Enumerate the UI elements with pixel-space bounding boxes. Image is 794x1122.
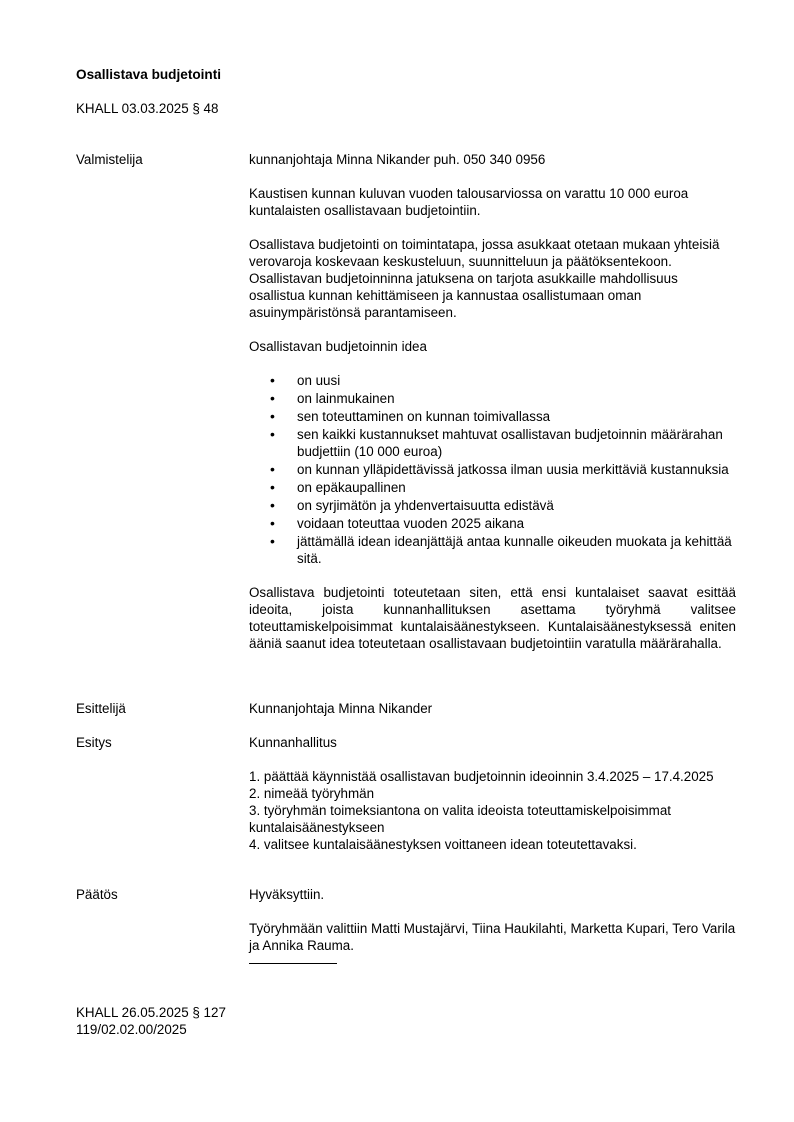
decision-text: Hyväksyttiin.	[249, 887, 325, 902]
label-valmistelija: Valmistelija	[76, 152, 143, 167]
document-title: Osallistava budjetointi	[76, 67, 222, 82]
list-item-text: voidaan toteuttaa vuoden 2025 aikana	[297, 516, 525, 531]
footer-meeting-reference: KHALL 26.05.2025 § 127	[76, 1005, 226, 1020]
esitys-content	[249, 734, 736, 853]
bullet-icon: •	[270, 372, 275, 388]
list-item-text: sen toteuttaminen on kunnan toimivallassa	[297, 409, 551, 424]
ideas-list	[249, 372, 736, 567]
bullet-icon: •	[270, 426, 275, 442]
proposal-item: 2. nimeää työryhmän	[249, 786, 375, 801]
esittelija-text: Kunnanjohtaja Minna Nikander	[249, 701, 433, 716]
list-item	[249, 408, 736, 425]
proposal-intro: Kunnanhallitus	[249, 735, 337, 750]
footer-record-number: 119/02.02.00/2025	[76, 1022, 187, 1037]
proposal-item: 4. valitsee kuntalaisäänestyksen voittaneen idean toteutettavaksi.	[249, 837, 637, 852]
meeting-reference: KHALL 03.03.2025 § 48	[76, 101, 219, 116]
list-item-text: sen kaikki kustannukset mahtuvat osallistavan budjetoinnin määrärahan budjettiin (10 000 euroa)	[297, 427, 723, 459]
list-item-text: on syrjimätön ja yhdenvertaisuutta edistävä	[297, 498, 554, 513]
list-item-text: jättämällä idean ideanjättäjä antaa kunnalle oikeuden muokata ja kehittää sitä.	[297, 534, 732, 566]
paatos-content	[249, 886, 736, 964]
process-paragraph: Osallistava budjetointi toteutetaan siten, että ensi kuntalaiset saavat esittää ideoita, joista kunnanhallituksen asettama työryhmä valitsee toteuttamiskelpoisimmat kuntalaisäänestykseen. Kuntalaisäänestyksessä eniten ääniä saanut idea toteutetaan osallistavaan budjetointiin varatulla määrärahalla.	[249, 585, 736, 651]
budget-paragraph: Kaustisen kunnan kuluvan vuoden talousarviossa on varattu 10 000 euroa kuntalaisten osallistavaan budjetointiin.	[249, 186, 689, 218]
list-item	[249, 390, 736, 407]
proposal-list	[249, 768, 736, 853]
bullet-icon: •	[270, 533, 275, 549]
list-item	[249, 533, 736, 567]
list-item	[249, 515, 736, 532]
footer-references	[76, 1004, 226, 1038]
definition-paragraph: Osallistava budjetointi on toimintatapa, jossa asukkaat otetaan mukaan yhteisiä verovaroja koskevaan keskusteluun, suunnitteluun ja päätöksentekoon. Osallistavan budjetoinninna jatuksena on tarjota asukkaille mahdollisuus osallistua kunnan kehittämiseen ja kannustaa osallistumaan oman asuinympäristönsä parantamiseen.	[249, 237, 720, 320]
proposal-item: 1. päättää käynnistää osallistavan budjetoinnin ideoinnin 3.4.2025 – 17.4.2025	[249, 769, 714, 784]
ideas-heading: Osallistavan budjetoinnin idea	[249, 339, 427, 354]
list-item-text: on lainmukainen	[297, 391, 395, 406]
list-item-text: on epäkaupallinen	[297, 480, 406, 495]
list-item	[249, 497, 736, 514]
bullet-icon: •	[270, 461, 275, 477]
valmistelija-content	[249, 151, 736, 669]
bullet-icon: •	[270, 515, 275, 531]
list-item	[249, 426, 736, 460]
list-item	[249, 479, 736, 496]
bullet-icon: •	[270, 408, 275, 424]
label-esittelija: Esittelijä	[76, 701, 126, 716]
list-item-text: on kunnan ylläpidettävissä jatkossa ilman uusia merkittäviä kustannuksia	[297, 462, 729, 477]
bullet-icon: •	[270, 479, 275, 495]
list-item-text: on uusi	[297, 373, 341, 388]
list-item	[249, 461, 736, 478]
label-esitys: Esitys	[76, 735, 112, 750]
working-group-text: Työryhmään valittiin Matti Mustajärvi, Tiina Haukilahti, Marketta Kupari, Tero Varila ja Annika Rauma.	[249, 921, 736, 953]
proposal-item: 3. työryhmän toimeksiantona on valita ideoista toteuttamiskelpoisimmat kuntalaisäänestykseen	[249, 803, 672, 835]
signature-divider	[249, 963, 337, 964]
preparer-line: kunnanjohtaja Minna Nikander puh. 050 340 0956	[249, 152, 546, 167]
bullet-icon: •	[270, 390, 275, 406]
list-item	[249, 372, 736, 389]
bullet-icon: •	[270, 497, 275, 513]
label-paatos: Päätös	[76, 887, 118, 902]
